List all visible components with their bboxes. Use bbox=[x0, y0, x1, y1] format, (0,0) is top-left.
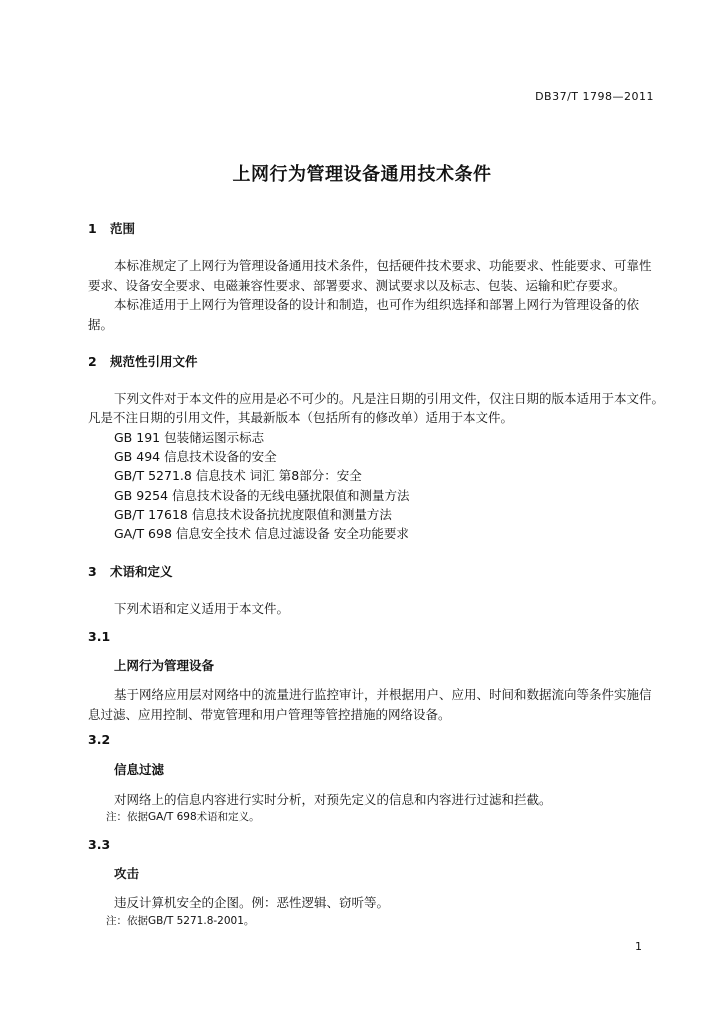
term-name: 信息过滤 bbox=[114, 762, 165, 777]
section-1-heading bbox=[88, 219, 135, 237]
term-name: 上网行为管理设备 bbox=[114, 658, 215, 673]
reference-item: GB 191 包装储运图示标志 bbox=[114, 430, 265, 445]
reference-item: GB 9254 信息技术设备的无线电骚扰限值和测量方法 bbox=[114, 488, 410, 503]
term-note: 注：依据GB/T 5271.8-2001。 bbox=[106, 915, 255, 927]
term-definition-line-2: 息过滤、应用控制、带宽管理和用户管理等管控措施的网络设备。 bbox=[88, 707, 451, 722]
section-3-intro: 下列术语和定义适用于本文件。 bbox=[114, 601, 290, 616]
term-number: 3.2 bbox=[88, 732, 111, 747]
section-3-title: 术语和定义 bbox=[110, 564, 173, 579]
section-3-number: 3 bbox=[88, 564, 97, 579]
section-1-title: 范围 bbox=[110, 221, 136, 236]
section-1-para-2-line-1: 本标准适用于上网行为管理设备的设计和制造，也可作为组织选择和部署上网行为管理设备的依 bbox=[114, 297, 640, 312]
section-1-number: 1 bbox=[88, 221, 97, 236]
section-3-heading bbox=[88, 562, 173, 580]
section-2-heading bbox=[88, 352, 198, 370]
section-2-title: 规范性引用文件 bbox=[110, 354, 198, 369]
reference-item: GB 494 信息技术设备的安全 bbox=[114, 449, 277, 464]
term-note: 注：依据GA/T 698术语和定义。 bbox=[106, 811, 260, 823]
term-definition-line-1: 基于网络应用层对网络中的流量进行监控审计，并根据用户、应用、时间和数据流向等条件实施信 bbox=[114, 687, 652, 702]
reference-item: GA/T 698 信息安全技术 信息过滤设备 安全功能要求 bbox=[114, 526, 409, 541]
document-title: 上网行为管理设备通用技术条件 bbox=[232, 164, 492, 185]
term-definition: 对网络上的信息内容进行实时分析，对预先定义的信息和内容进行过滤和拦截。 bbox=[114, 792, 552, 807]
page-number: 1 bbox=[635, 940, 642, 953]
term-name: 攻击 bbox=[114, 866, 140, 881]
term-number: 3.1 bbox=[88, 629, 111, 644]
reference-item: GB/T 17618 信息技术设备抗扰度限值和测量方法 bbox=[114, 507, 392, 522]
section-2-intro-line-1: 下列文件对于本文件的应用是必不可少的。凡是注日期的引用文件，仅注日期的版本适用于本文件。 bbox=[114, 391, 665, 406]
section-1-para-1-line-1: 本标准规定了上网行为管理设备通用技术条件，包括硬件技术要求、功能要求、性能要求、可靠性 bbox=[114, 258, 652, 273]
section-2-intro-line-2: 凡是不注日期的引用文件，其最新版本（包括所有的修改单）适用于本文件。 bbox=[88, 410, 514, 425]
section-1-para-2-line-2: 据。 bbox=[88, 317, 114, 332]
term-definition: 违反计算机安全的企图。例：恶性逻辑、窃听等。 bbox=[114, 895, 390, 910]
reference-item: GB/T 5271.8 信息技术 词汇 第8部分：安全 bbox=[114, 468, 362, 483]
term-number: 3.3 bbox=[88, 837, 111, 852]
standard-code: DB37/T 1798—2011 bbox=[535, 90, 654, 103]
section-2-number: 2 bbox=[88, 354, 97, 369]
section-1-para-1-line-2: 要求、设备安全要求、电磁兼容性要求、部署要求、测试要求以及标志、包装、运输和贮存要求。 bbox=[88, 278, 626, 293]
